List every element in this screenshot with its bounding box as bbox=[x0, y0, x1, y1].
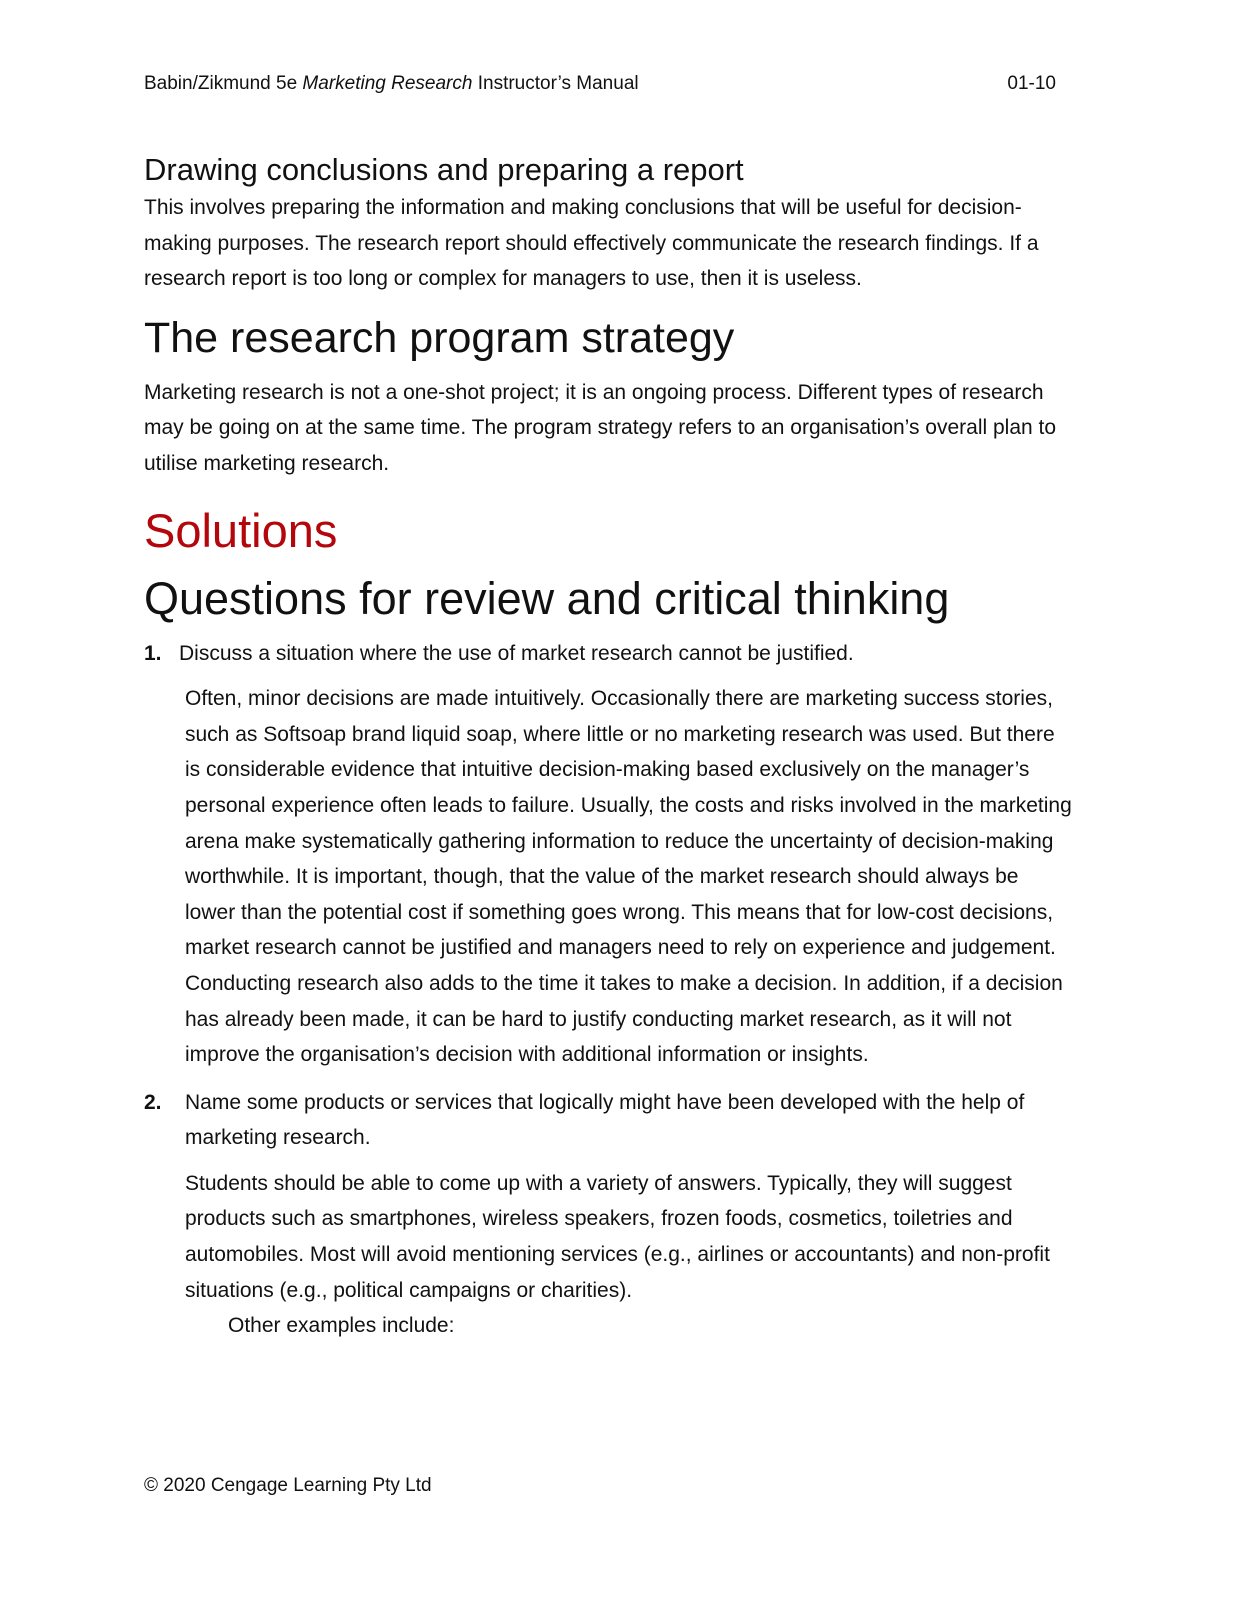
answer-text: Students should be able to come up with a variety of answers. Typically, they will suggest products such as smartphones, wireless speakers, frozen foods, cosmetics, toiletries and automobiles. Most will avoid mentioning services (e.g., airlines or accountants) and non-profit situations (e.g., political campaigns or charities). bbox=[185, 1171, 1050, 1302]
answer-text: Often, minor decisions are made intuitively. Occasionally there are marketing success stories, such as Softsoap brand liquid soap, where little or no marketing research was used. But there is considerable evidence that intuitive decision-making based exclusively on the manager’s personal experience often leads to failure. Usually, the costs and risks involved in the marketing arena make systematically gathering information to reduce the uncertainty of decision-making worthwhile. It is important, though, that the value of the market research should always be lower than the potential cost if something goes wrong. This means that for low-cost decisions, market research cannot be justified and managers need to rely on experience and judgement. Conducting research also adds to the time it takes to make a decision. In addition, if a decision has already been made, it can be hard to justify conducting market research, as it will not improve the organisation’s decision with additional information or insights. bbox=[185, 687, 1072, 1067]
question-number: 2. bbox=[144, 1090, 162, 1114]
question-item bbox=[144, 1085, 1074, 1156]
question-number: 1. bbox=[144, 641, 162, 665]
questions-heading: Questions for review and critical thinking bbox=[144, 572, 950, 624]
header-page-number: 01-10 bbox=[1007, 73, 1056, 94]
question-item bbox=[144, 636, 1074, 672]
header-title-suffix: Instructor’s Manual bbox=[472, 73, 639, 94]
drawing-conclusions-body: This involves preparing the information and making conclusions that will be useful for decision-making purposes. The research report should effectively communicate the research findings. If a research report is too long or complex for managers to use, then it is useless. bbox=[144, 196, 1039, 291]
question-text: Discuss a situation where the use of market research cannot be justified. bbox=[179, 641, 854, 665]
program-strategy-body: Marketing research is not a one-shot project; it is an ongoing process. Different types of research may be going on at the same time. The program strategy refers to an organisation’s overall plan to utilise marketing research. bbox=[144, 380, 1057, 475]
drawing-conclusions-heading: Drawing conclusions and preparing a report bbox=[144, 152, 744, 187]
header-title-italic: Marketing Research bbox=[302, 73, 473, 94]
answer-extra-text: Other examples include: bbox=[228, 1314, 455, 1338]
header-title bbox=[144, 72, 639, 96]
program-strategy-heading: The research program strategy bbox=[144, 313, 735, 362]
solutions-heading: Solutions bbox=[144, 503, 338, 557]
question-text: Name some products or services that logically might have been developed with the help of marketing research. bbox=[185, 1090, 1025, 1150]
header-title-prefix: Babin/Zikmund 5e bbox=[144, 73, 303, 94]
copyright-footer: © 2020 Cengage Learning Pty Ltd bbox=[144, 1475, 432, 1496]
main-content bbox=[144, 150, 1074, 1344]
